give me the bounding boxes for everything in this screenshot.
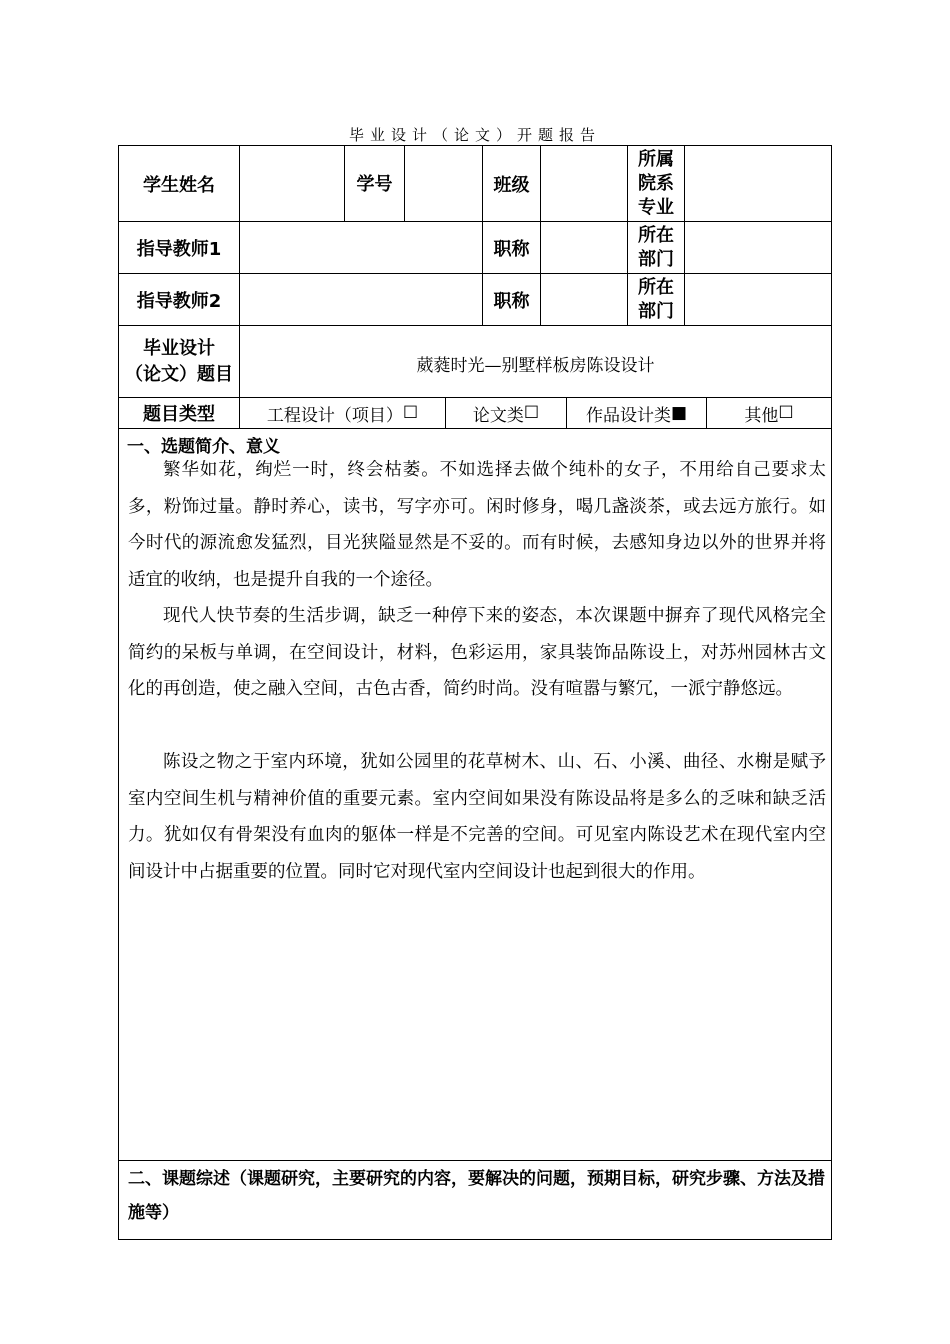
thesis-title-label-line: 毕业设计: [143, 337, 215, 359]
section1-paragraph: 繁华如花，绚烂一时，终会枯萎。不如选择去做个纯朴的女子，不用给自己要求太多，粉饰过量。静时养心，读书，写字亦可。闲时修身，喝几盏淡茶，或去远方旅行。如今时代的源流愈发猛烈，目光狭隘显然是不妥的。而有时候，去感知身边以外的世界并将适宜的收纳，也是提升自我的一个途径。: [128, 460, 826, 590]
advisor1-department-field[interactable]: [685, 222, 831, 273]
topic-type-label: 题目类型: [143, 404, 215, 425]
advisor1-department-label: [628, 222, 684, 273]
option-label: 作品设计类: [585, 405, 671, 426]
department-label-line: 所在: [638, 276, 674, 298]
advisor1-title-rank-label: 职称: [493, 238, 530, 260]
class-label: 班级: [493, 174, 530, 196]
college-major-field[interactable]: [685, 146, 831, 221]
advisor2-title-rank-field[interactable]: [541, 274, 627, 325]
advisor2-department-label: [628, 274, 684, 325]
checked-box-icon[interactable]: ■: [670, 403, 688, 423]
student-name-label: 学生姓名: [143, 174, 215, 196]
college-major-label-line: 院系: [638, 172, 674, 194]
option-label: 论文类: [472, 405, 524, 426]
topic-type-option-thesis[interactable]: [446, 398, 566, 428]
document-title: 毕业设计（论文）开题报告: [348, 126, 601, 144]
advisor1-field[interactable]: [240, 222, 482, 273]
section1-paragraph: 陈设之物之于室内环境，犹如公园里的花草树木、山、石、小溪、曲径、水榭是赋予室内空间生机与精神价值的重要元素。室内空间如果没有陈设品将是多么的乏味和缺乏活力。犹如仅有骨架没有血肉的躯体一样是不完善的空间。可见室内陈设艺术在现代室内空间设计中占据重要的位置。同时它对现代室内空间设计也起到很大的作用。: [128, 752, 826, 882]
unchecked-box-icon[interactable]: ☐: [402, 403, 419, 423]
student-name-field[interactable]: [240, 146, 344, 221]
option-label: 其他: [744, 405, 779, 426]
advisor2-department-field[interactable]: [685, 274, 831, 325]
row-divider: [118, 1160, 832, 1161]
topic-type-option-engineering[interactable]: [240, 398, 445, 428]
section2-heading: 二、课题综述（课题研究，主要研究的内容，要解决的问题，预期目标，研究步骤、方法及措施等）: [128, 1169, 825, 1223]
thesis-title-label: [119, 326, 239, 397]
topic-type-option-other[interactable]: [707, 398, 831, 428]
class-field[interactable]: [541, 146, 627, 221]
department-label-line: 部门: [638, 300, 674, 322]
advisor2-field[interactable]: [240, 274, 482, 325]
advisor1-label: 指导教师1: [136, 238, 222, 260]
department-label-line: 所在: [638, 224, 674, 246]
college-major-label-line: 专业: [638, 196, 674, 218]
unchecked-box-icon[interactable]: ☐: [778, 403, 794, 423]
topic-type-option-artwork[interactable]: [567, 398, 706, 428]
advisor2-title-rank-label: 职称: [493, 290, 530, 312]
section1-paragraph: 现代人快节奏的生活步调，缺乏一种停下来的姿态，本次课题中摒弃了现代风格完全简约的呆板与单调，在空间设计，材料，色彩运用，家具装饰品陈设上，对苏州园林古文化的再创造，使之融入空间，古色古香，简约时尚。没有喧嚣与繁冗，一派宁静悠远。: [128, 606, 826, 700]
option-label: 工程设计（项目）: [266, 405, 403, 426]
row-divider: [118, 428, 832, 429]
section1-heading: 一、选题简介、意义: [127, 437, 280, 457]
college-major-label-line: 所属: [638, 148, 674, 170]
thesis-title-label-line: （论文）题目: [125, 363, 233, 385]
department-label-line: 部门: [638, 248, 674, 270]
college-major-label: [628, 146, 684, 221]
student-id-label: 学号: [356, 174, 393, 195]
thesis-title-value[interactable]: 葳蕤时光—别墅样板房陈设设计: [416, 356, 655, 376]
advisor1-title-rank-field[interactable]: [541, 222, 627, 273]
student-id-field[interactable]: [405, 146, 482, 221]
unchecked-box-icon[interactable]: ☐: [523, 403, 540, 423]
advisor2-label: 指导教师2: [136, 290, 222, 312]
